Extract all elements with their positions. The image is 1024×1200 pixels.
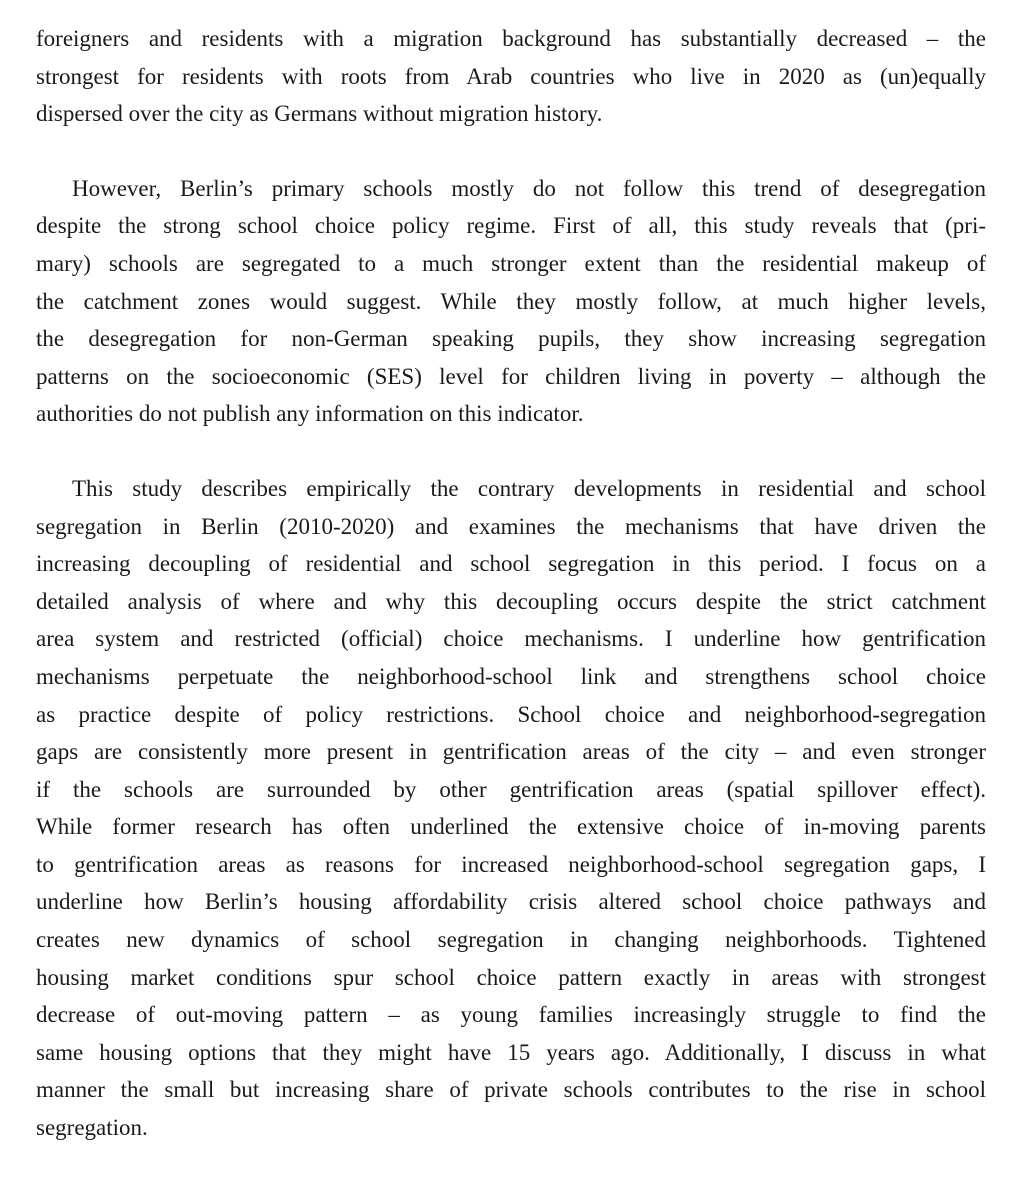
text-line: creates new dynamics of school segregation in changing neighborhoods. Tightened bbox=[36, 927, 986, 953]
paragraph-3 bbox=[36, 470, 986, 1147]
text-line: the catchment zones would suggest. While they mostly follow, at much higher levels, bbox=[36, 288, 986, 314]
text-line: the desegregation for non-German speaking pupils, they show increasing segregation bbox=[36, 326, 986, 352]
text-line: if the schools are surrounded by other gentrification areas (spatial spillover effect). bbox=[36, 776, 986, 802]
text-line: housing market conditions spur school choice pattern exactly in areas with strongest bbox=[36, 964, 986, 990]
text-line: same housing options that they might have 15 years ago. Additionally, I discuss in what bbox=[36, 1039, 986, 1065]
document-page bbox=[36, 20, 986, 1147]
text-line: dispersed over the city as Germans without migration history. bbox=[36, 101, 603, 127]
text-line: mechanisms perpetuate the neighborhood-school link and strengthens school choice bbox=[36, 663, 986, 689]
text-line: underline how Berlin’s housing affordability crisis altered school choice pathways and bbox=[36, 889, 986, 915]
text-line: detailed analysis of where and why this decoupling occurs despite the strict catchment bbox=[36, 588, 986, 614]
text-line: segregation. bbox=[36, 1115, 148, 1141]
text-line: increasing decoupling of residential and school segregation in this period. I focus on a bbox=[36, 551, 986, 577]
text-line: despite the strong school choice policy regime. First of all, this study reveals that (pri- bbox=[36, 213, 986, 239]
text-line: patterns on the socioeconomic (SES) level for children living in poverty – although the bbox=[36, 363, 986, 389]
text-line: as practice despite of policy restrictions. School choice and neighborhood-segregation bbox=[36, 701, 986, 727]
text-line: This study describes empirically the contrary developments in residential and school bbox=[72, 475, 986, 501]
paragraph-1 bbox=[36, 20, 986, 133]
text-line: authorities do not publish any information on this indicator. bbox=[36, 401, 584, 427]
text-line: gaps are consistently more present in gentrification areas of the city – and even stronger bbox=[36, 739, 986, 765]
text-line: manner the small but increasing share of private schools contributes to the rise in school bbox=[36, 1077, 986, 1103]
text-line: While former research has often underlined the extensive choice of in-moving parents bbox=[36, 814, 986, 840]
text-line: mary) schools are segregated to a much stronger extent than the residential makeup of bbox=[36, 250, 986, 276]
text-line: segregation in Berlin (2010-2020) and examines the mechanisms that have driven the bbox=[36, 513, 986, 539]
text-line: decrease of out-moving pattern – as young families increasingly struggle to find the bbox=[36, 1002, 986, 1028]
text-line: However, Berlin’s primary schools mostly do not follow this trend of desegregation bbox=[72, 175, 986, 201]
text-line: to gentrification areas as reasons for increased neighborhood-school segregation gaps, I bbox=[36, 851, 986, 877]
text-line: strongest for residents with roots from Arab countries who live in 2020 as (un)equally bbox=[36, 63, 986, 89]
paragraph-2 bbox=[36, 170, 986, 433]
text-line: area system and restricted (official) choice mechanisms. I underline how gentrification bbox=[36, 626, 986, 652]
text-line: foreigners and residents with a migration background has substantially decreased – the bbox=[36, 26, 986, 51]
